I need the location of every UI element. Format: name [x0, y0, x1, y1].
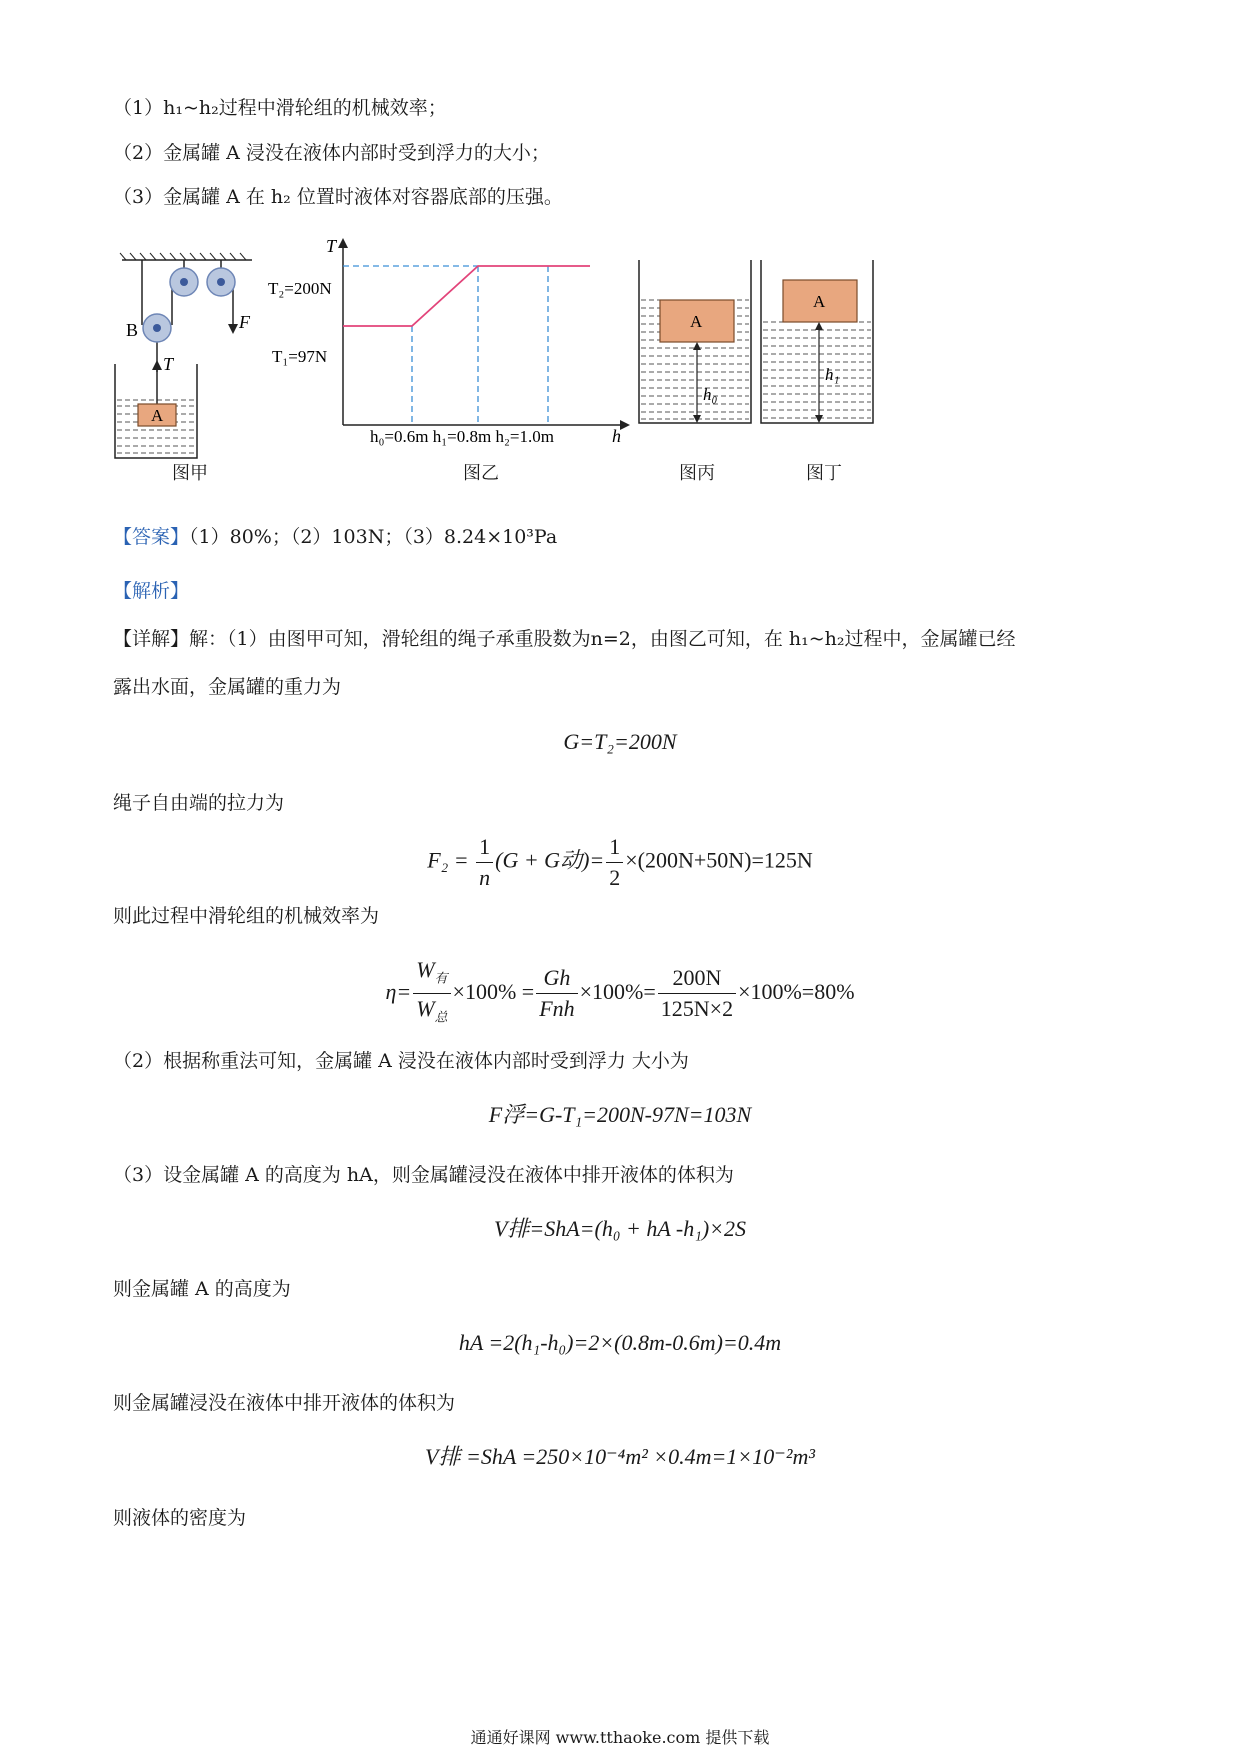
detail-line-3: 绳子自由端的拉力为 — [113, 792, 285, 814]
equation-1: G=T₂=200N — [563, 729, 677, 754]
figures — [0, 220, 1240, 460]
svg-text:h₁: h₁ — [825, 365, 840, 384]
label-F: F — [239, 312, 250, 332]
label-T: T — [163, 354, 174, 374]
caption-jia: 图甲 — [172, 463, 208, 484]
detail-line-7: 则金属罐 A 的高度为 — [113, 1278, 291, 1300]
svg-text:h₀: h₀ — [703, 385, 718, 404]
detail-line-5: （2）根据称重法可知，金属罐 A 浸没在液体内部时受到浮力 大小为 — [113, 1050, 689, 1072]
x-axis-label: h — [612, 426, 621, 446]
detail-line-9: 则液体的密度为 — [113, 1507, 247, 1529]
equation-7: V排 =ShA =250×10⁻⁴m² ×0.4m=1×10⁻²m³ — [425, 1444, 815, 1469]
question-3: （3）金属罐 A 在 h₂ 位置时液体对容器底部的压强。 — [113, 186, 563, 208]
tick-T1: T₁=97N — [272, 347, 328, 366]
question-1: （1）h₁~h₂过程中滑轮组的机械效率； — [113, 97, 447, 119]
analysis-tag: 【解析】 — [113, 580, 190, 602]
caption-bing: 图丙 — [679, 463, 715, 484]
equation-3: η= $\frac{W_有}{W_总}$ ×100% = $\frac{Gh}{\text{Fnh}}$ ×100%= $\frac{200N}{125N\times 2}$ ×100%=80% — [385, 957, 855, 1025]
detail-line-6: （3）设金属罐 A 的高度为 hA，则金属罐浸没在液体中排开液体的体积为 — [113, 1164, 734, 1186]
detail-line-4: 则此过程中滑轮组的机械效率为 — [113, 905, 380, 927]
caption-yi: 图乙 — [463, 463, 499, 484]
tick-T2: T₂=200N — [268, 279, 332, 298]
svg-text:A: A — [813, 292, 826, 311]
x-ticks: h₀=0.6m h₁=0.8m h₂=1.0m — [370, 427, 554, 446]
label-B: B — [126, 320, 139, 340]
figure-yi — [268, 236, 630, 446]
detail-line-1: 【详解】解：（1）由图甲可知，滑轮组的绳子承重股数为n=2，由图乙可知，在 h₁~h₂过程中，金属罐已经 — [113, 628, 1016, 650]
figure-bing — [639, 260, 751, 423]
detail-line-2: 露出水面，金属罐的重力为 — [113, 676, 342, 698]
footer: 通通好课网 www.tthaoke.com 提供下载 — [470, 1728, 770, 1747]
question-2: （2）金属罐 A 浸没在液体内部时受到浮力的大小； — [113, 142, 550, 164]
svg-text:A: A — [151, 406, 164, 425]
series-line — [343, 266, 590, 326]
equation-6: hA =2(h₁-h₀)=2×(0.8m-0.6m)=0.4m — [458, 1330, 782, 1355]
answer-line — [113, 524, 557, 550]
answer-tag: 【答案】 — [113, 526, 190, 548]
equation-5: V排=ShA=(h₀ + hA -h₁)×2S — [493, 1216, 747, 1241]
detail-line-8: 则金属罐浸没在液体中排开液体的体积为 — [113, 1392, 456, 1414]
answer-text: （1）80%；（2）103N；（3）8.24×10³Pa — [189, 526, 558, 548]
y-axis-label: T — [326, 236, 337, 256]
svg-text:A: A — [690, 312, 703, 331]
figure-ding — [761, 260, 873, 423]
detail-tag: 【详解】 — [113, 628, 190, 650]
container-jia — [115, 364, 197, 458]
equation-2: F₂ = $\frac{1}{n}$ (G + G动)= $\frac{1}{2}$ ×(200N+50N)=125N — [427, 834, 813, 890]
equation-4: F浮=G-T₁=200N-97N=103N — [488, 1102, 752, 1127]
caption-ding: 图丁 — [806, 463, 842, 484]
